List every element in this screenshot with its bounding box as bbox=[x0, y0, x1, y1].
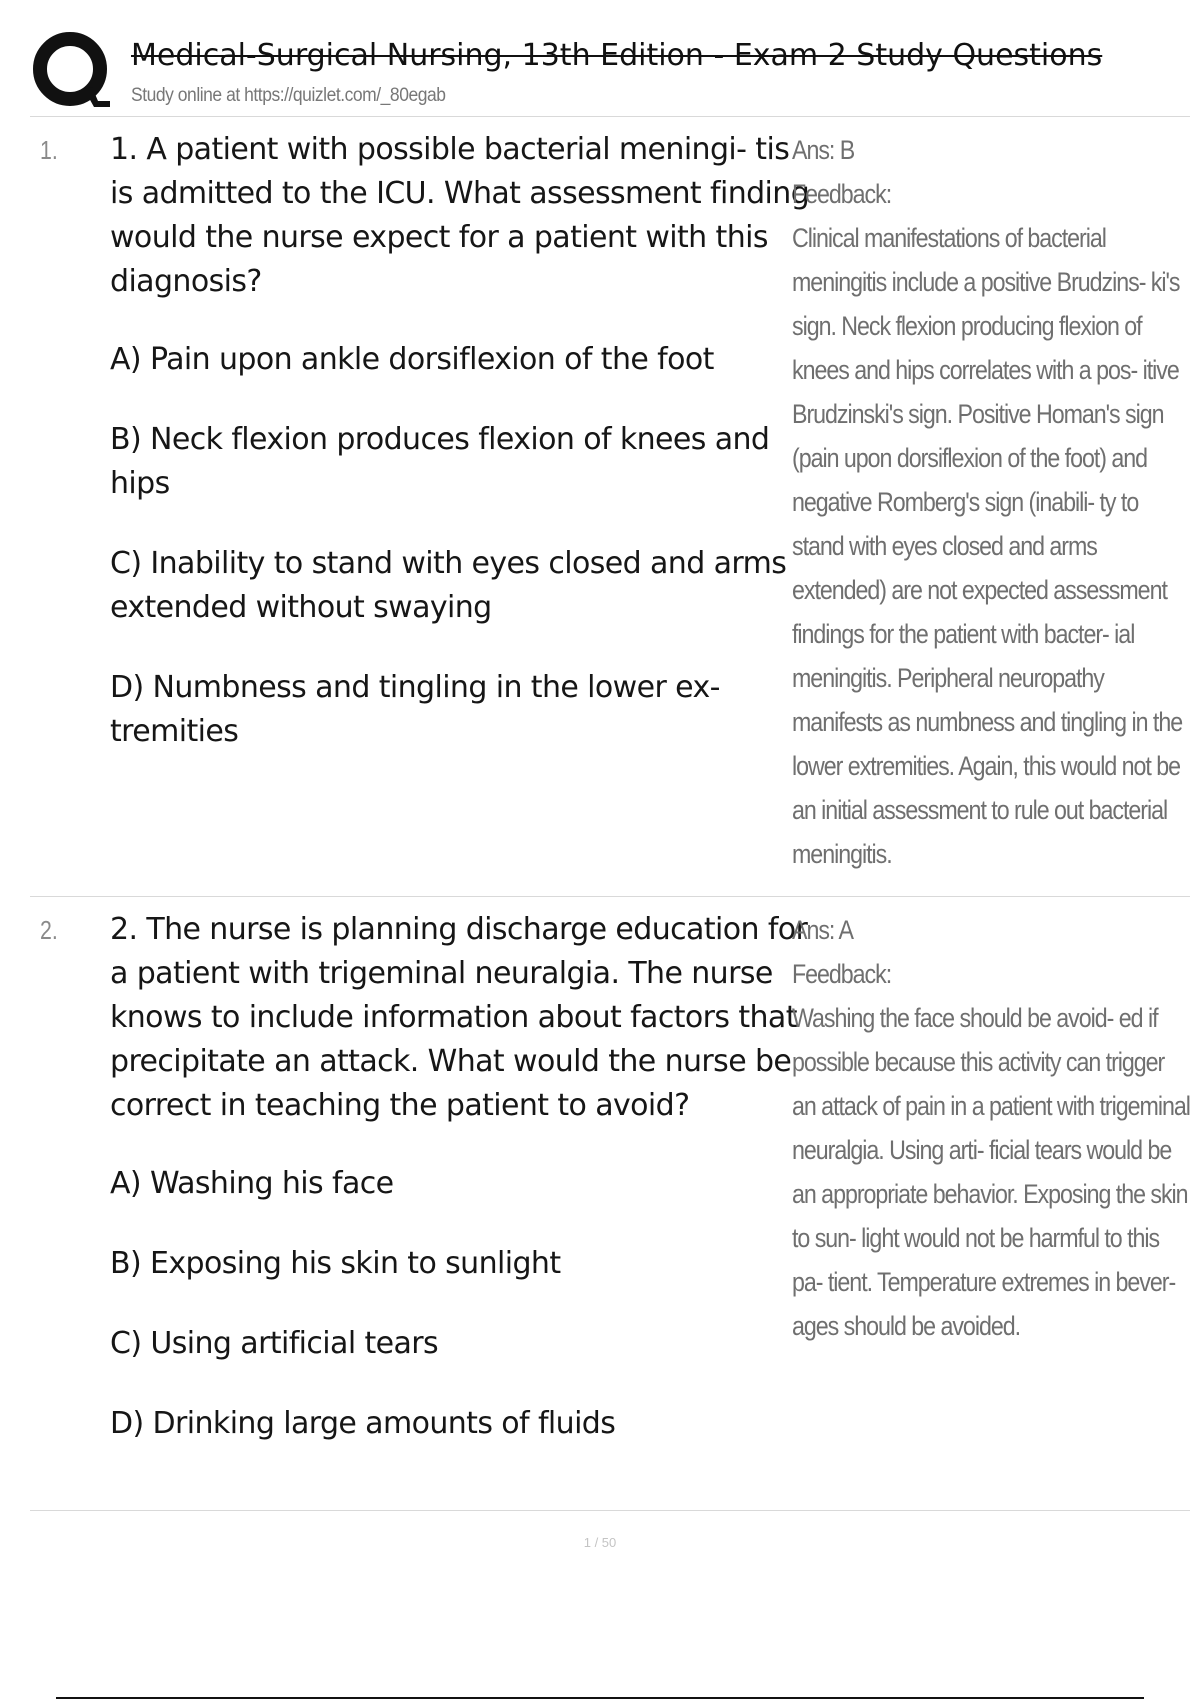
document-subtitle: Study online at https://quizlet.com/_80egab bbox=[131, 85, 446, 106]
page-header bbox=[30, 26, 1190, 118]
card-number: 1. bbox=[40, 135, 58, 165]
feedback-label: Feedback: bbox=[792, 959, 892, 989]
page-number: 1 / 50 bbox=[583, 1535, 617, 1550]
header-divider bbox=[30, 116, 1190, 117]
option-a: A) Washing his face bbox=[110, 1166, 394, 1201]
option-c: C) Using artificial tears bbox=[110, 1326, 439, 1361]
answer-panel bbox=[792, 908, 1192, 1348]
card-divider bbox=[30, 1510, 1190, 1511]
answer-panel bbox=[792, 128, 1192, 876]
question-text: 2. The nurse is planning discharge education for a patient with trigeminal neuralgia. The nurse knows to include information about factors that precipitate an attack. What would the nurse be correct in teaching the patient to avoid? bbox=[110, 912, 808, 1123]
study-card bbox=[30, 908, 1190, 1498]
option-d: D) Drinking large amounts of fluids bbox=[110, 1406, 616, 1441]
option-a: A) Pain upon ankle dorsiflexion of the foot bbox=[110, 342, 714, 377]
question-text: 1. A patient with possible bacterial meningi- tis is admitted to the ICU. What assessment finding would the nurse expect for a patient with this diagnosis? bbox=[110, 132, 810, 299]
question bbox=[110, 908, 810, 1446]
option-c: C) Inability to stand with eyes closed and arms extended without swaying bbox=[110, 546, 787, 625]
feedback-text: Washing the face should be avoid- ed if possible because this activity can trigger an attack of pain in a patient with trigeminal neuralgia. Using arti- ficial tears would be an appropriate behavior. Exposing the skin to sun- light would not be harmful to this pa- tient. Temperature extremes in bever- ages should be avoided. bbox=[792, 1003, 1190, 1341]
option-b: B) Neck flexion produces flexion of knees and hips bbox=[110, 422, 770, 501]
option-b: B) Exposing his skin to sunlight bbox=[110, 1246, 561, 1281]
answer-key: Ans: B bbox=[792, 135, 855, 165]
card-divider bbox=[30, 896, 1190, 897]
card-number: 2. bbox=[40, 915, 58, 945]
feedback-text: Clinical manifestations of bacterial meningitis include a positive Brudzins- ki's sign. Neck flexion producing flexion of knees and hips correlates with a pos- itive Brudzinski's sign. Positive Homan's sign (pain upon dorsiflexion of the foot) and negative Romberg's sign (inabili- ty to stand with eyes closed and arms extended) are not expected assessment findings for the patient with bacter- ial meningitis. Peripheral neuropathy manifests as numbness and tingling in the lower extremities. Again, this would not be an initial assessment to rule out bacterial meningitis. bbox=[792, 223, 1183, 869]
feedback-label: Feedback: bbox=[792, 179, 892, 209]
answer-key: Ans: A bbox=[792, 915, 853, 945]
document-title: Medical-Surgical Nursing, 13th Edition - Exam 2 Study Questions bbox=[131, 38, 1103, 73]
option-d: D) Numbness and tingling in the lower ex- tremities bbox=[110, 670, 720, 749]
question bbox=[110, 128, 810, 754]
footer-rule bbox=[56, 1697, 1144, 1699]
study-card bbox=[30, 128, 1190, 888]
quizlet-logo-icon bbox=[32, 31, 112, 111]
